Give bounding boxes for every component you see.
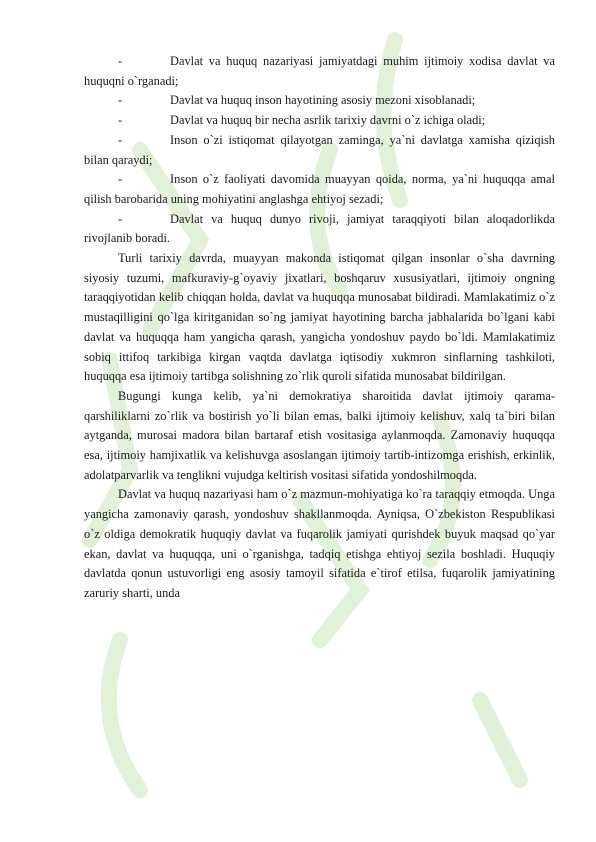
bullet-marker: - [118, 113, 123, 128]
watermark-stroke [480, 700, 520, 780]
bullet-marker: - [118, 132, 123, 147]
bullet-text: Davlat va huquq bir necha asrlik tarixiy davrni o`z ichiga oladi; [170, 113, 486, 128]
bullet-item [84, 52, 555, 91]
bullet-marker: - [118, 54, 123, 68]
bullet-item [84, 210, 555, 249]
bullet-text: Davlat va huquq inson hayotining asosiy mezoni xisoblanadi; [170, 93, 476, 108]
document-page [84, 52, 555, 604]
body-paragraph: Turli tarixiy davrda, muayyan makonda istiqomat qilgan insonlar o`sha davrning siyosiy tuzumi, mafkuraviy-g`oyaviy jixatlari, boshqaruv xususiyatlari, ijtimoiy ongning taraqqiyotidan kelib chiqqan holda, davlat va huquqqa munosabat bildiradi. Mamlakatimiz o`z mustaqilligini qo`lga kiritganidan so`ng jamiyat hayotining barcha jabhalarida bo`lgani kabi davlat va huquqqa ham yangicha qarash, yangicha yondoshuv paydo bo`ldi. Mamlakatimiz sobiq ittifoq tarkibiga kirgan vaqtda davlatga iqtisodiy xukmron sinflarning tashkiloti, huquqqa esa ijtimoiy tartibga solishning zo`rlik quroli sifatida munosabat bildirilgan. [84, 251, 555, 384]
bullet-item [84, 91, 555, 111]
bullet-text: Davlat va huquq dunyo rivoji, jamiyat taraqqiyoti bilan aloqadorlikda rivojlanib boradi. [84, 211, 555, 246]
bullet-marker: - [118, 211, 123, 226]
bullet-text: Inson o`z faoliyati davomida muayyan qoida, norma, ya`ni huquqqa amal qilish barobarida uning mohiyatini anglashga ehtiyoj sezadi; [84, 172, 555, 206]
body-paragraph: Davlat va huquq nazariyasi ham o`z mazmun-mohiyatiga ko`ra taraqqiy etmoqda. Unga yangicha zamonaviy qarash, yondoshuv shakllanmoqda. Ayniqsa, O`zbekiston Respublikasi o`z oldiga demokratik huquqiy davlat va fuqarolik jamiyati qurishdek buyuk maqsad qo`yar ekan, davlat va huquqqa, uni o`rganishga, tadqiq etishga ehtiyoj sezila boshladi. Huquqiy davlatda qonun ustuvorligi eng asosiy tamoyil sifatida e`tirof etilsa, fuqarolik jamiyatining zaruriy sharti, unda [84, 487, 555, 600]
bullet-item [84, 111, 555, 131]
bullet-item [84, 170, 555, 209]
body-paragraph: Bugungi kunga kelib, ya`ni demokratiya sharoitida davlat ijtimoiy qarama-qarshiliklarni zo`rlik va bostirish yo`li bilan emas, balki ijtimoiy kelishuv, xalq ta`biri bilan aytganda, murosai madora bilan bartaraf etish vositasiga aylanmoqda. Zamonaviy huquqqa esa, ijtimoiy hamjixatlik va kelishuvga asoslangan ijtimoiy tartib-intizomga erishish, erkinlik, adolatparvarlik va tenglikni vujudga keltirish vositasi sifatida yondoshilmoqda. [84, 388, 555, 482]
bullet-marker: - [118, 172, 123, 187]
bullet-marker: - [118, 93, 123, 108]
bullet-item [84, 131, 555, 170]
bullet-text: Davlat va huquq nazariyasi jamiyatdagi muhim ijtimoiy xodisa davlat va huquqni o`rganadi; [84, 54, 555, 88]
bullet-text: Inson o`zi istiqomat qilayotgan zaminga, ya`ni davlatga xamisha qiziqish bilan qaraydi; [84, 132, 555, 167]
watermark-stroke [109, 640, 140, 790]
